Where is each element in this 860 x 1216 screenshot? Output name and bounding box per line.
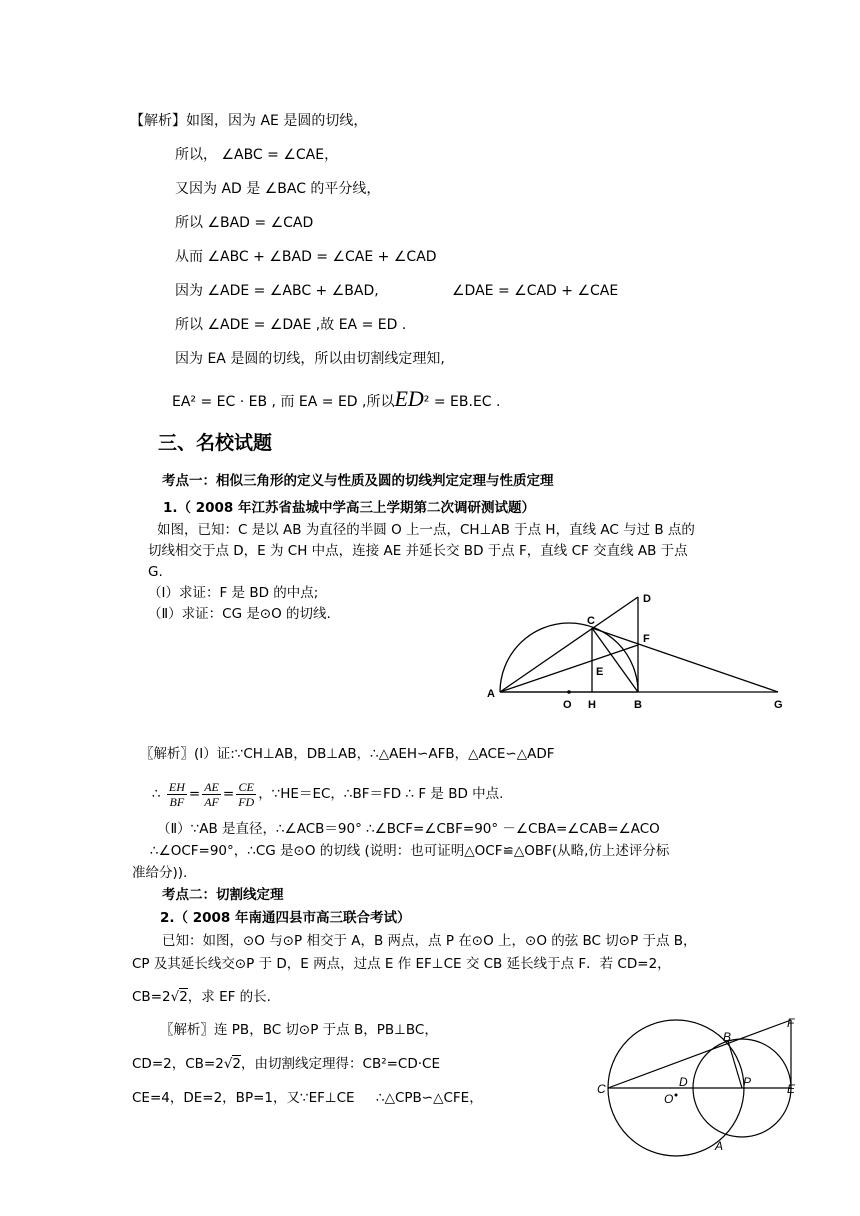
answer-1-line-4: ∴∠OCF=90°，∴CG 是⊙O 的切线 (说明：也可证明△OCF≌△OBF(从略,仿上述评分标 xyxy=(150,843,670,859)
analysis-line-4: 所以 ∠BAD = ∠CAD xyxy=(175,215,314,231)
label-h: H xyxy=(588,699,596,711)
analysis-line-6b: ∠DAE = ∠CAD + ∠CAE xyxy=(452,283,619,299)
label-o-2: O xyxy=(664,1092,674,1106)
question-2-line-1: 已知：如图，⊙O 与⊙P 相交于 A，B 两点，点 P 在⊙O 上，⊙O 的弦 BC 切⊙P 于点 B， xyxy=(162,933,697,949)
answer-1-therefore: ∴ xyxy=(152,786,161,802)
question-2-cb-label: CB=2 xyxy=(132,989,171,1005)
question-1-part-2: （Ⅱ）求证：CG 是⊙O 的切线. xyxy=(148,606,331,622)
semicircle-arc xyxy=(500,623,638,692)
answer-2-sqrt-radicand: 2 xyxy=(232,1056,242,1072)
answer-2-line-1: 〖解析〗连 PB，BC 切⊙P 于点 B，PB⊥BC， xyxy=(160,1022,438,1038)
label-e-2: E xyxy=(787,1082,796,1096)
line-af xyxy=(500,645,638,692)
answer-2-line-2-rest: ，由切割线定理得：CB²=CD·CE xyxy=(241,1056,440,1072)
question-2-line-3 xyxy=(132,988,271,1006)
label-o: O xyxy=(563,699,572,711)
question-1-line-2: 切线相交于点 D，E 为 CH 中点，连接 AE 并延长交 BD 于点 F，直线 CF 交直线 AB 于点 xyxy=(148,543,688,559)
answer-1-line-3: （Ⅱ）∵AB 是直径，∴∠ACB＝90° ∴∠BCF=∠CBF=90° －∠CBA=∠CAB=∠ACO xyxy=(157,821,660,837)
line-cf xyxy=(608,1020,791,1088)
center-point-o-2 xyxy=(675,1094,678,1097)
fraction-3-numerator: CE xyxy=(236,780,256,795)
analysis-line-9 xyxy=(172,386,501,411)
label-c-2: C xyxy=(597,1082,606,1096)
analysis-line-9b: ED xyxy=(394,386,424,411)
label-a: A xyxy=(487,688,495,700)
label-a-2: A xyxy=(715,1139,724,1153)
answer-2-line-3a: CE=4，DE=2，BP=1，又∵EF⊥CE xyxy=(132,1090,355,1106)
center-point-o xyxy=(567,690,571,694)
label-b: B xyxy=(634,699,642,711)
question-1-part-1: （Ⅰ）求证：F 是 BD 的中点; xyxy=(148,585,319,601)
sqrt-icon-2: √ xyxy=(223,1056,233,1072)
question-2-title: 2.（ 2008 年南通四县市高三联合考试） xyxy=(160,910,411,926)
label-c: C xyxy=(587,615,595,627)
topic-1-heading: 考点一：相似三角形的定义与性质及圆的切线判定定理与性质定理 xyxy=(162,473,554,489)
analysis-line-7: 所以 ∠ADE = ∠DAE ,故 EA = ED . xyxy=(175,317,407,333)
question-1-line-1: 如图，已知：C 是以 AB 为直径的半圆 O 上一点，CH⊥AB 于点 H，直线 AC 与过 B 点的 xyxy=(157,522,695,538)
question-1-title: 1.（ 2008 年江苏省盐城中学高三上学期第二次调研测试题） xyxy=(163,500,535,516)
analysis-line-9a: EA² = EC · EB , 而 EA = ED ,所以 xyxy=(172,394,395,410)
answer-2-line-2 xyxy=(132,1055,440,1073)
analysis-line-2: 所以， ∠ABC = ∠CAE， xyxy=(175,147,339,163)
answer-2-given: CD=2，CB=2 xyxy=(132,1056,224,1072)
label-f-2: F xyxy=(787,1016,795,1030)
fraction-eh-bf xyxy=(167,780,187,809)
label-g: G xyxy=(774,699,783,711)
analysis-line-6a: 因为 ∠ADE = ∠ABC + ∠BAD, xyxy=(175,283,379,299)
fraction-1-denominator: BF xyxy=(169,794,185,809)
analysis-line-8: 因为 EA 是圆的切线，所以由切割线定理知, xyxy=(175,351,445,367)
line-cb xyxy=(592,628,638,692)
line-ad xyxy=(500,597,638,692)
answer-1-line-2-rest: ，∵HE＝EC，∴BF＝FD ∴ F 是 BD 中点. xyxy=(258,786,504,802)
question-2-sqrt-radicand: 2 xyxy=(179,989,188,1005)
question-2-line-3-rest: ，求 EF 的长. xyxy=(187,989,271,1005)
analysis-line-9c: ² = EB.EC . xyxy=(423,394,501,410)
label-d: D xyxy=(643,593,651,605)
label-e: E xyxy=(596,666,604,678)
fraction-ae-af xyxy=(202,780,221,809)
label-d-2: D xyxy=(679,1075,688,1089)
label-f: F xyxy=(643,633,650,645)
line-cg xyxy=(592,628,778,692)
analysis-line-5: 从而 ∠ABC + ∠BAD = ∠CAE + ∠CAD xyxy=(175,249,437,265)
question-1-line-3: G. xyxy=(148,564,163,580)
answer-2-line-3b: ∴△CPB∽△CFE， xyxy=(376,1090,483,1106)
label-p-2: P xyxy=(743,1075,752,1089)
analysis-line-3: 又因为 AD 是 ∠BAC 的平分线， xyxy=(175,181,381,197)
fraction-3-denominator: FD xyxy=(238,794,255,809)
sqrt-icon: √ xyxy=(170,989,180,1005)
fraction-ce-fd xyxy=(236,780,256,809)
fraction-1-numerator: EH xyxy=(168,779,185,794)
figure-2-circles xyxy=(590,1012,810,1162)
answer-1-line-1: 〖解析〗(Ⅰ）证:∵CH⊥AB，DB⊥AB，∴△AEH∽AFB，△ACE∽△ADF xyxy=(140,746,555,762)
answer-1-line-2: ∴ $\frac{EH}{BF}$ = $\frac{AE}{AF}$ = $\frac{CE}{FD}$ ，∵HE＝EC，∴BF＝FD ∴ F 是 BD 中点. xyxy=(152,779,504,809)
answer-1-line-5: 准给分)). xyxy=(132,865,188,881)
topic-2-heading: 考点二：切割线定理 xyxy=(162,887,284,903)
analysis-line-1: 【解析】如图，因为 AE 是圆的切线， xyxy=(130,113,368,129)
fraction-2-numerator: AE xyxy=(204,779,219,794)
figure-1-semicircle xyxy=(482,585,792,715)
section-title: 三、名校试题 xyxy=(158,432,273,454)
question-2-line-2: CP 及其延长线交⊙P 于 D，E 两点，过点 E 作 EF⊥CE 交 CB 延长线于点 F．若 CD=2， xyxy=(132,956,671,972)
label-b-2: B xyxy=(723,1030,732,1044)
fraction-2-denominator: AF xyxy=(204,794,219,809)
